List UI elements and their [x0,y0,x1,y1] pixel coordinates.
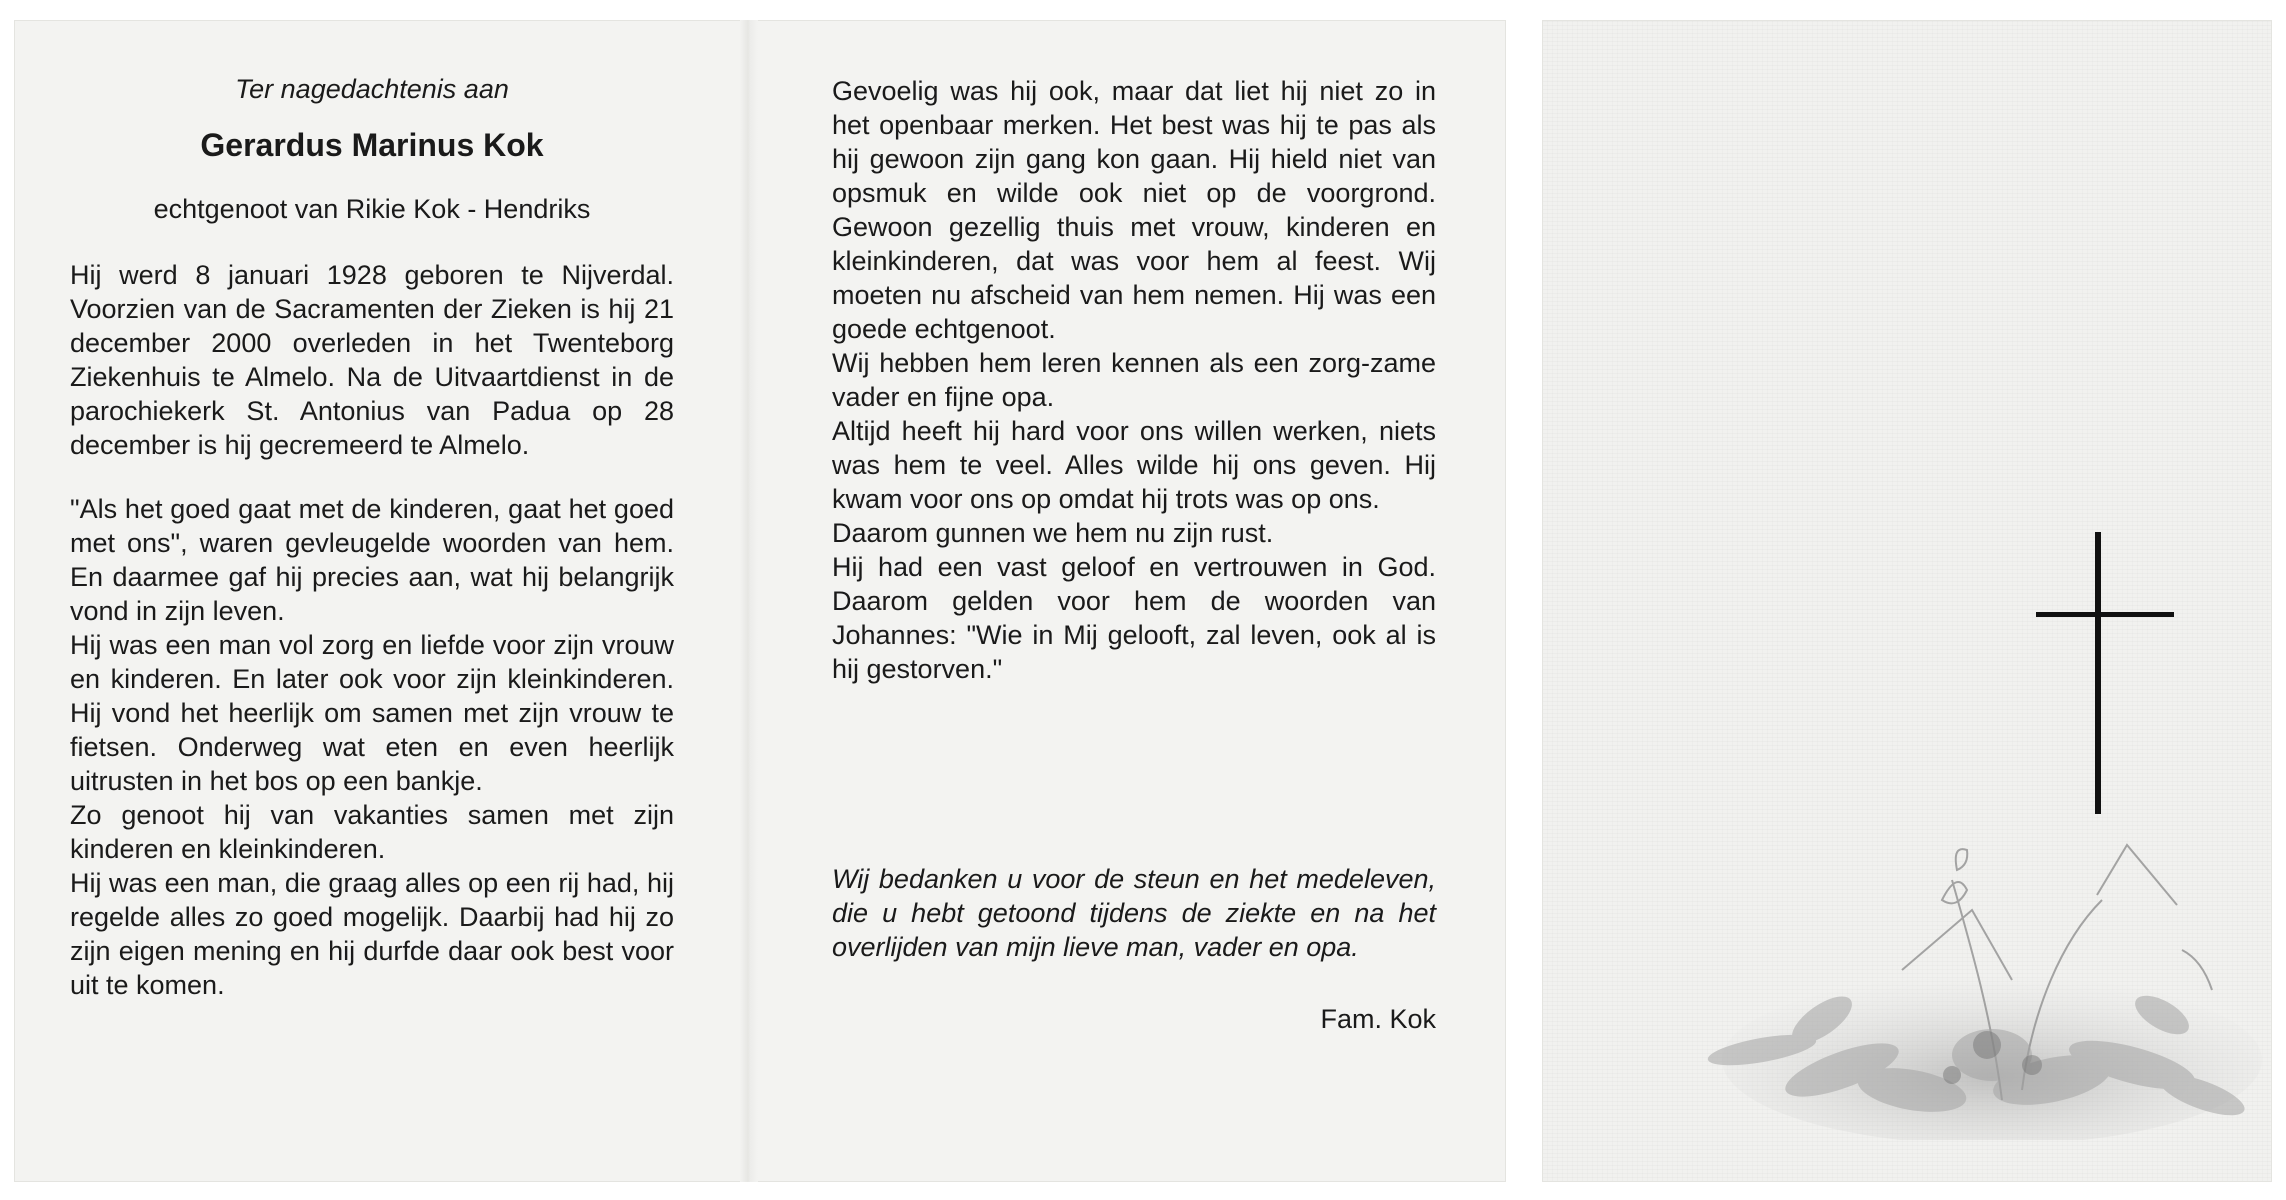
deceased-name: Gerardus Marinus Kok [200,127,544,163]
left-column [70,20,674,1002]
paragraph: Gevoelig was hij ook, maar dat liet hij niet zo in het openbaar merken. Het best was hij te pas als hij gewoon zijn gang kon gaan. Hij hield niet van opsmuk en wilde ook niet op de voorgrond. Gewoon gezellig thuis met vrouw, kinderen en kleinkinderen, dat was voor hem al feest. Wij moeten nu afscheid van hem nemen. Hij was een goede echtgenoot. [832,76,1436,344]
paragraph: Wij hebben hem leren kennen als een zorg-zame vader en fijne opa. [832,348,1436,412]
thanks-paragraph: Wij bedanken u voor de steun en het medeleven, die u hebt getoond tijdens de ziekte en na het overlijden van mijn lieve man, vader en opa. [832,864,1436,962]
bio-paragraph: Hij werd 8 januari 1928 geboren te Nijverdal. Voorzien van de Sacramenten der Zieken is hij 21 december 2000 overleden in het Twenteborg Ziekenhuis te Almelo. Na de Uitvaartdienst in de parochiekerk St. Antonius van Padua op 28 december is hij gecremeerd te Almelo. [70,260,674,460]
prayer-card-inside [14,20,1506,1182]
paragraph: Hij was een man vol zorg en liefde voor zijn vrouw en kinderen. En later ook voor zijn kleinkinderen. Hij vond het heerlijk om samen met zijn vrouw te fietsen. Onderweg wat eten en even heerlijk uitrusten in het bos op een bankje. [70,630,674,796]
right-column [832,20,1436,1036]
flowers-illustration [1702,840,2262,1140]
paragraph: Altijd heeft hij hard voor ons willen werken, niets was hem te veel. Alles wilde hij ons geven. Hij kwam voor ons op omdat hij trots was op ons. [832,416,1436,514]
paragraph: "Als het goed gaat met de kinderen, gaat het goed met ons", waren gevleugelde woorden van hem. En daarmee gaf hij precies aan, wat hij belangrijk vond in zijn leven. [70,494,674,626]
prayer-card-cover [1542,20,2272,1182]
signature: Fam. Kok [1320,1004,1436,1034]
paragraph: Zo genoot hij van vakanties samen met zijn kinderen en kleinkinderen. [70,800,674,864]
card-fold [740,20,758,1182]
intro-line: Ter nagedachtenis aan [235,74,509,104]
spouse-line: echtgenoot van Rikie Kok - Hendriks [153,194,591,224]
paragraph: Daarom gunnen we hem nu zijn rust. [832,518,1274,548]
paragraph: Hij was een man, die graag alles op een rij had, hij regelde alles zo goed mogelijk. Daarbij had hij zo zijn eigen mening en hij durfde daar ook best voor uit te komen. [70,868,674,1000]
paragraph: Hij had een vast geloof en vertrouwen in God. Daarom gelden voor hem de woorden van Johannes: "Wie in Mij gelooft, zal leven, ook al is hij gestorven." [832,552,1436,684]
